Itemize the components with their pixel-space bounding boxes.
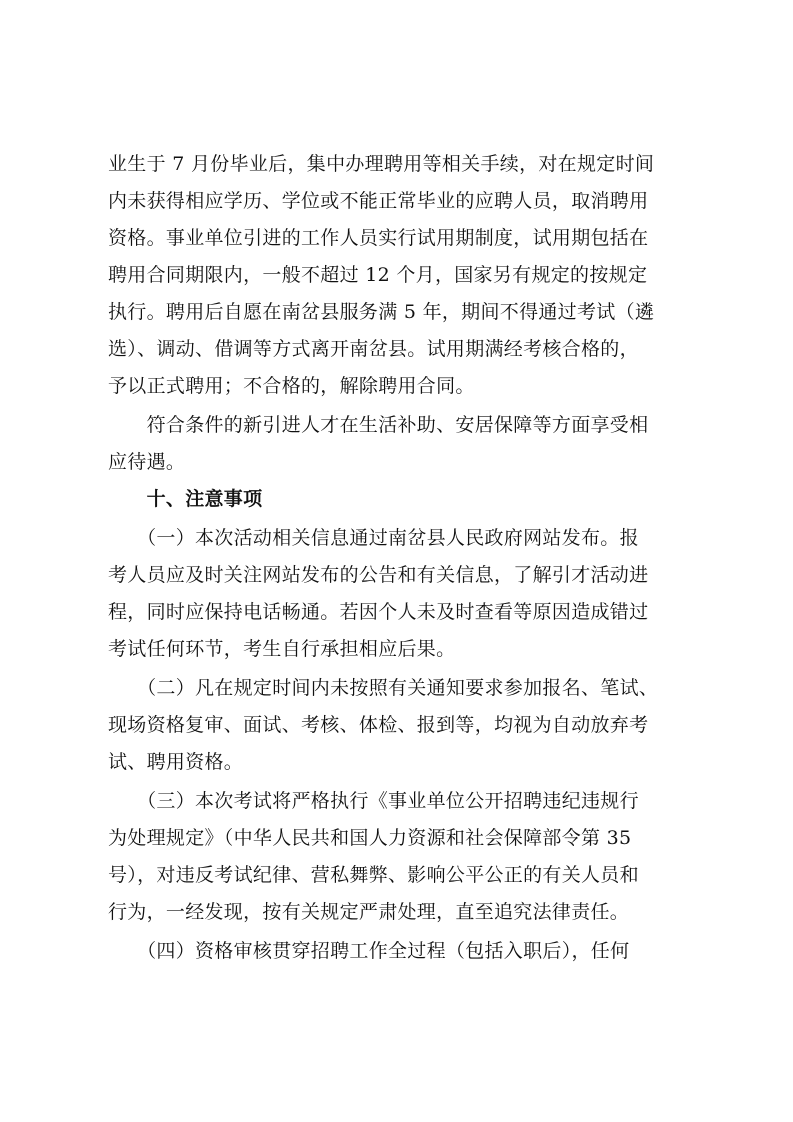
body-text-line: 行为，一经发现，按有关规定严肃处理，直至追究法律责任。 <box>108 901 630 923</box>
body-text-line: 资格。事业单位引进的工作人员实行试用期制度，试用期包括在 <box>108 227 649 249</box>
body-text-line: 考人员应及时关注网站发布的公告和有关信息，了解引才活动进 <box>108 564 649 586</box>
body-text-line: （四）资格审核贯穿招聘工作全过程（包括入职后），任何 <box>108 940 630 962</box>
body-text-line: 符合条件的新引进人才在生活补助、安居保障等方面享受相 <box>108 414 649 436</box>
body-text-line: 聘用合同期限内，一般不超过 12 个月，国家另有规定的按规定 <box>108 264 648 286</box>
body-text-line: 现场资格复审、面试、考核、体检、报到等，均视为自动放弃考 <box>108 714 649 736</box>
body-text-line: 试、聘用资格。 <box>108 751 244 773</box>
body-text-line: 考试任何环节，考生自行承担相应后果。 <box>108 638 456 660</box>
body-text-line: 号），对违反考试纪律、营私舞弊、影响公平公正的有关人员和 <box>108 864 639 886</box>
body-text-line: 为处理规定》（中华人民共和国人力资源和社会保障部令第 35 <box>108 827 632 849</box>
body-text-line: （三）本次考试将严格执行《事业单位公开招聘违纪违规行 <box>108 790 639 812</box>
body-text-line: 选）、调动、借调等方式离开南岔县。试用期满经考核合格的， <box>108 338 639 360</box>
body-text-line: 予以正式聘用；不合格的，解除聘用合同。 <box>108 375 475 397</box>
body-text-line: 程，同时应保持电话畅通。若因个人未及时查看等原因造成错过 <box>108 601 649 623</box>
body-text-line: 执行。聘用后自愿在南岔县服务满 5 年，期间不得通过考试（遴 <box>108 301 655 323</box>
body-text-line: （二）凡在规定时间内未按照有关通知要求参加报名、笔试、 <box>108 677 659 699</box>
body-text-line: 业生于 7 月份毕业后，集中办理聘用等相关手续，对在规定时间 <box>108 153 655 175</box>
body-text-line: （一）本次活动相关信息通过南岔县人民政府网站发布。报 <box>108 527 639 549</box>
body-text-line: 应待遇。 <box>108 451 186 473</box>
section-heading: 十、注意事项 <box>108 488 263 510</box>
body-text-line: 内未获得相应学历、学位或不能正常毕业的应聘人员，取消聘用 <box>108 190 649 212</box>
